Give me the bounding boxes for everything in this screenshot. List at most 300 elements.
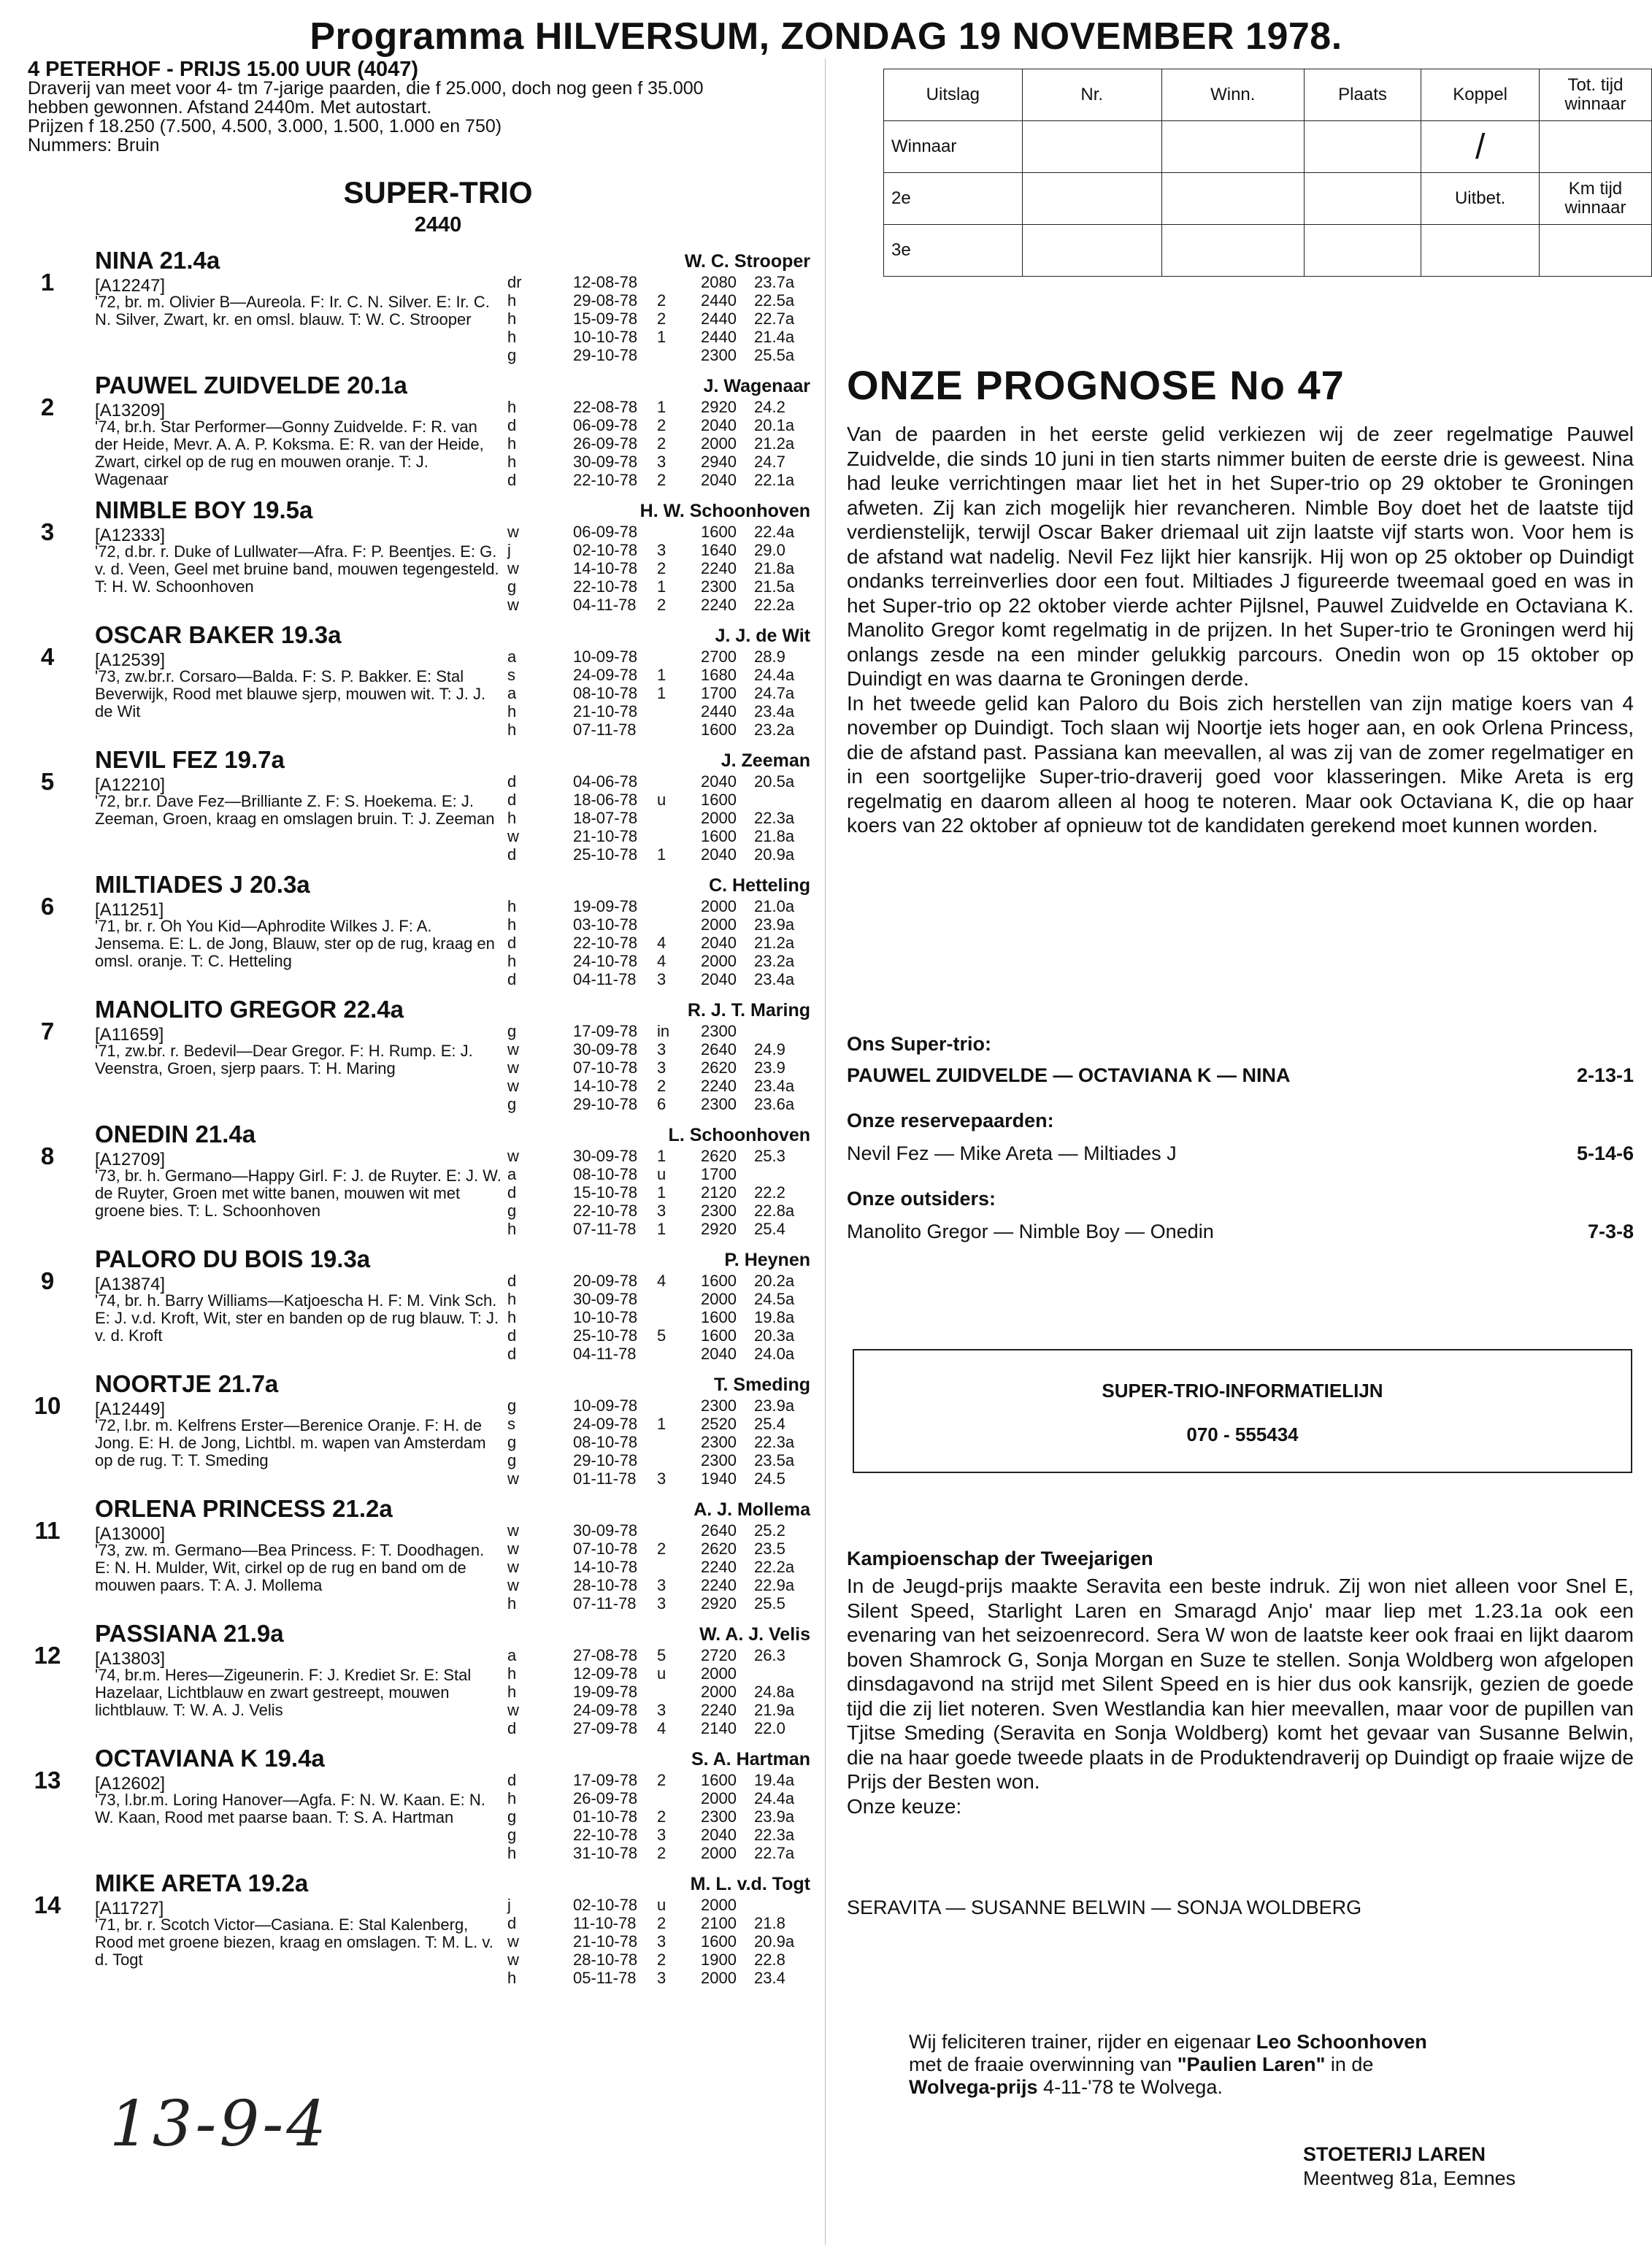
run-row	[507, 541, 810, 559]
recent-runs	[507, 897, 810, 988]
run-date: 06-09-78	[573, 416, 638, 434]
run-distance: 2000	[701, 897, 737, 915]
run-track: h	[507, 1789, 517, 1807]
run-place: 2	[657, 1077, 666, 1095]
run-time: 25.4	[754, 1220, 785, 1238]
stoeterij-name: STOETERIJ LAREN	[1303, 2143, 1486, 2165]
run-row	[507, 952, 810, 970]
run-distance: 2000	[701, 809, 737, 827]
run-time: 24.4a	[754, 666, 795, 684]
row-winnaar: Winnaar	[884, 121, 1023, 173]
run-date: 22-10-78	[573, 934, 638, 952]
row-2e: 2e	[884, 173, 1023, 225]
run-time: 23.4a	[754, 1077, 795, 1095]
run-distance: 2300	[701, 1022, 737, 1040]
run-time: 29.0	[754, 541, 785, 559]
run-row	[507, 328, 810, 346]
run-row	[507, 1451, 810, 1469]
run-track: w	[507, 1540, 519, 1558]
run-place: 1	[657, 577, 666, 596]
run-time: 22.1a	[754, 471, 795, 489]
run-time: 21.9a	[754, 1701, 795, 1719]
horse-driver: W. A. J. Velis	[699, 1624, 810, 1645]
run-date: 30-09-78	[573, 1521, 638, 1540]
run-row	[507, 1896, 810, 1914]
run-time: 24.9	[754, 1040, 785, 1058]
run-date: 14-10-78	[573, 559, 638, 577]
run-date: 10-10-78	[573, 328, 638, 346]
run-row	[507, 647, 810, 666]
run-distance: 1600	[701, 791, 737, 809]
run-distance: 2240	[701, 1077, 737, 1095]
run-track: w	[507, 827, 519, 845]
horse-code: [A11251]	[95, 900, 164, 920]
run-distance: 2300	[701, 346, 737, 364]
run-track: g	[507, 1451, 517, 1469]
run-place: 3	[657, 1469, 666, 1488]
run-row	[507, 845, 810, 864]
uitbet-label: Uitbet.	[1421, 173, 1540, 225]
horse-code: [A12449]	[95, 1399, 166, 1419]
horse-description: '73, zw.br.r. Corsaro—Balda. F: S. P. Bakker. E: Stal Beverwijk, Rood met blauwe sjerp, mouwen wit. T: J. J. de Wit	[95, 667, 486, 720]
run-time: 28.9	[754, 647, 785, 666]
felic-horse: "Paulien Laren"	[1177, 2053, 1326, 2075]
run-row	[507, 1719, 810, 1737]
felic-text: 4-11-'78 te Wolvega.	[1037, 2076, 1223, 2098]
run-distance: 2000	[701, 1290, 737, 1308]
run-distance: 1600	[701, 1932, 737, 1951]
run-distance: 1940	[701, 1469, 737, 1488]
reserve-label: Onze reservepaarden:	[847, 1110, 1054, 1131]
horse-code: [A12709]	[95, 1150, 166, 1169]
run-date: 04-11-78	[573, 596, 637, 614]
run-distance: 2040	[701, 970, 737, 988]
horse-name: NEVIL FEZ 19.7a	[95, 746, 285, 773]
run-row	[507, 1558, 810, 1576]
run-date: 22-10-78	[573, 471, 638, 489]
run-row	[507, 1951, 810, 1969]
horse-code: [A12602]	[95, 1774, 166, 1794]
run-row	[507, 1396, 810, 1415]
run-time: 22.2a	[754, 596, 795, 614]
run-track: h	[507, 915, 517, 934]
kampioenschap-heading: Kampioenschap der Tweejarigen	[847, 1548, 1153, 1569]
run-distance: 2300	[701, 577, 737, 596]
run-date: 10-10-78	[573, 1308, 638, 1326]
run-date: 01-11-78	[573, 1469, 637, 1488]
horse-driver: A. J. Mollema	[694, 1499, 810, 1520]
run-date: 04-06-78	[573, 772, 638, 791]
run-row	[507, 1433, 810, 1451]
horse-code: [A13874]	[95, 1275, 166, 1294]
run-time: 19.8a	[754, 1308, 795, 1326]
run-date: 07-10-78	[573, 1058, 638, 1077]
run-time: 22.8	[754, 1951, 785, 1969]
run-time: 24.5a	[754, 1290, 795, 1308]
run-date: 10-09-78	[573, 1396, 638, 1415]
horse-description: '74, br.m. Heres—Zigeunerin. F: J. Krediet Sr. E: Stal Hazelaar, Lichtblauw en zwart gestreept, mouwen lichtblauw. T: W. A. J. Velis	[95, 1666, 472, 1719]
run-row	[507, 523, 810, 541]
run-track: h	[507, 1594, 517, 1613]
horse-entry	[22, 1245, 810, 1367]
felic-race: Wolvega-prijs	[909, 2076, 1038, 2098]
run-distance: 2920	[701, 1220, 737, 1238]
horse-code: [A13209]	[95, 401, 166, 420]
condition-line: hebben gewonnen. Afstand 2440m. Met autostart.	[28, 97, 432, 118]
run-row	[507, 1345, 810, 1363]
run-track: d	[507, 471, 517, 489]
run-distance: 1600	[701, 827, 737, 845]
run-track: h	[507, 1844, 517, 1862]
run-date: 29-10-78	[573, 1451, 638, 1469]
run-place: 3	[657, 1826, 666, 1844]
run-date: 14-10-78	[573, 1558, 638, 1576]
run-row	[507, 596, 810, 614]
run-date: 24-09-78	[573, 1415, 638, 1433]
horse-code: [A12210]	[95, 775, 166, 795]
run-place: 3	[657, 970, 666, 988]
horse-description: '73, l.br.m. Loring Hanover—Agfa. F: N. W. Kaan. E: N. W. Kaan, Rood met paarse baan. T: S. A. Hartman	[95, 1791, 485, 1826]
recent-runs	[507, 273, 810, 364]
run-place: 3	[657, 1932, 666, 1951]
outsider-pick: Manolito Gregor — Nimble Boy — Onedin	[847, 1221, 1214, 1242]
horse-entry	[22, 496, 810, 618]
run-time: 25.5	[754, 1594, 785, 1613]
run-distance: 2240	[701, 1701, 737, 1719]
run-date: 17-09-78	[573, 1771, 638, 1789]
run-distance: 2240	[701, 1558, 737, 1576]
run-date: 12-08-78	[573, 273, 638, 291]
horse-driver: M. L. v.d. Togt	[690, 1874, 810, 1894]
horse-driver: H. W. Schoonhoven	[639, 501, 810, 521]
run-place: 2	[657, 310, 666, 328]
horse-name: MIKE ARETA 19.2a	[95, 1869, 309, 1896]
run-track: h	[507, 702, 517, 720]
felic-text: met de fraaie overwinning van	[909, 2053, 1177, 2075]
prognose-paragraph-2: In het tweede gelid kan Paloro du Bois zich herstellen van zijn matige koers van 4 november op Duindigt. Toch slaan wij Noortje iets hoger aan, en ook Orlena Princess, die de afstand past. Passiana kan meevallen, al was zij van de zomer regelmatiger en in een soortgelijke Super-trio-draverij goed voor klasseringen. Mike Areta is erg regelmatig en daarom alleen al hoog te noteren. Maar ook Octaviana K, die op haar koers van 22 oktober af opnieuw tot de kandidaten gerekend moet kunnen worden.	[847, 691, 1634, 837]
run-distance: 2000	[701, 1969, 737, 1987]
run-place: 1	[657, 684, 666, 702]
run-track: h	[507, 434, 517, 453]
hdr-winn: Winn.	[1161, 69, 1304, 121]
horse-number: 5	[40, 768, 55, 795]
run-distance: 2300	[701, 1451, 737, 1469]
felic-text: Wij feliciteren trainer, rijder en eigenaar	[909, 2031, 1256, 2053]
felicitatie-text	[909, 2031, 1577, 2099]
run-date: 08-10-78	[573, 1433, 638, 1451]
run-distance: 2700	[701, 647, 737, 666]
page-title: Programma HILVERSUM, ZONDAG 19 NOVEMBER 1978.	[310, 15, 1342, 58]
run-row	[507, 291, 810, 310]
run-distance: 2000	[701, 1789, 737, 1807]
run-row	[507, 684, 810, 702]
run-time: 22.5a	[754, 291, 795, 310]
run-distance: 1680	[701, 666, 737, 684]
run-row	[507, 310, 810, 328]
run-place: u	[657, 791, 666, 809]
run-track: d	[507, 1771, 517, 1789]
run-track: h	[507, 897, 517, 915]
run-place: 5	[657, 1326, 666, 1345]
run-date: 04-11-78	[573, 970, 637, 988]
run-place: u	[657, 1896, 666, 1914]
run-date: 24-09-78	[573, 1701, 638, 1719]
race-distance: 2440	[414, 213, 462, 237]
run-distance: 2440	[701, 291, 737, 310]
horse-entry	[22, 1495, 810, 1616]
run-distance: 2000	[701, 1683, 737, 1701]
run-time: 24.8a	[754, 1683, 795, 1701]
run-time: 22.9a	[754, 1576, 795, 1594]
horse-description: '73, zw. m. Germano—Bea Princess. F: T. Doodhagen. E: N. H. Mulder, Wit, cirkel op de rug en band om de mouwen paars. T: A. J. Mollema	[95, 1541, 485, 1594]
run-distance: 1900	[701, 1951, 737, 1969]
run-distance: 2920	[701, 398, 737, 416]
run-row	[507, 1807, 810, 1826]
run-place: 1	[657, 845, 666, 864]
run-distance: 2040	[701, 845, 737, 864]
horse-entry	[22, 1121, 810, 1242]
horse-number: 14	[34, 1891, 61, 1918]
run-date: 01-10-78	[573, 1807, 638, 1826]
run-date: 10-09-78	[573, 647, 638, 666]
run-track: d	[507, 934, 517, 952]
recent-runs	[507, 398, 810, 489]
run-date: 26-09-78	[573, 1789, 638, 1807]
run-distance: 2300	[701, 1095, 737, 1113]
run-track: h	[507, 1683, 517, 1701]
reserve-numbers: 5-14-6	[1576, 1142, 1634, 1164]
run-distance: 2720	[701, 1646, 737, 1664]
run-place: 5	[657, 1646, 666, 1664]
horse-entry	[22, 1745, 810, 1866]
run-time: 20.2a	[754, 1272, 795, 1290]
run-track: h	[507, 310, 517, 328]
horse-entry	[22, 871, 810, 992]
run-distance: 2040	[701, 1345, 737, 1363]
run-distance: 2000	[701, 1896, 737, 1914]
horse-driver: J. J. de Wit	[715, 626, 810, 646]
horse-driver: J. Wagenaar	[703, 376, 810, 396]
horse-name: MILTIADES J 20.3a	[95, 871, 310, 898]
run-place: 1	[657, 1183, 666, 1202]
run-date: 07-11-78	[573, 1220, 637, 1238]
run-date: 30-09-78	[573, 453, 638, 471]
recent-runs	[507, 647, 810, 739]
run-track: d	[507, 970, 517, 988]
run-place: 3	[657, 1969, 666, 1987]
run-row	[507, 1521, 810, 1540]
horse-number: 1	[40, 269, 55, 296]
run-distance: 2300	[701, 1807, 737, 1826]
run-row	[507, 897, 810, 915]
km-tijd-label: Km tijd winnaar	[1539, 173, 1651, 225]
run-place: 4	[657, 1719, 666, 1737]
hdr-nr: Nr.	[1022, 69, 1161, 121]
horse-code: [A12333]	[95, 526, 166, 545]
horse-number: 8	[40, 1142, 55, 1169]
horse-name: MANOLITO GREGOR 22.4a	[95, 996, 404, 1023]
run-date: 20-09-78	[573, 1272, 638, 1290]
run-track: h	[507, 1308, 517, 1326]
run-distance: 2240	[701, 559, 737, 577]
recent-runs	[507, 1272, 810, 1363]
horse-description: '71, zw.br. r. Bedevil—Dear Gregor. F: H. Rump. E: J. Veenstra, Groen, sjerp paars. T: H. Maring	[95, 1042, 473, 1077]
run-row	[507, 1095, 810, 1113]
kampioenschap-paragraph: In de Jeugd-prijs maakte Seravita een beste indruk. Zij won niet alleen voor Snel E, Silent Speed, Starlight Laren en Smaragd Anjo' maar liep met 1.23.1a ook een evenaring van het seizoenrecord. Sera W won de laatste keer ook fraai en lijkt daarom boven Shamrock G, Sonja Morgan en Suze te stellen. Sonja Woldberg won afgelopen dinsdagavond na strijd met Silent Speed en is hier dus ook kansrijk, gezien de goede tijd die zij liet noteren. Sven Westlandia kan hier meevallen, maar voor de pupillen van Tjitse Smeding (Seravita en Sonja Woldberg) komt het gevaar van Susanne Belwin, die na haar goede tweede plaats in de Produktendraverij op Duindigt op fraaie wijze de Prijs der Besten won.	[847, 1575, 1634, 1793]
horse-number: 6	[40, 893, 55, 920]
run-time: 23.4a	[754, 970, 795, 988]
run-time: 23.2a	[754, 720, 795, 739]
run-row	[507, 1540, 810, 1558]
run-distance: 2440	[701, 328, 737, 346]
run-time: 24.7	[754, 453, 785, 471]
run-row	[507, 1826, 810, 1844]
run-place: 2	[657, 1807, 666, 1826]
run-distance: 2440	[701, 310, 737, 328]
horse-number: 10	[34, 1392, 61, 1419]
run-track: j	[507, 541, 511, 559]
run-track: d	[507, 416, 517, 434]
horse-entry	[22, 621, 810, 742]
run-track: j	[507, 1896, 511, 1914]
horse-name: OCTAVIANA K 19.4a	[95, 1745, 325, 1772]
horse-description: '72, br. m. Olivier B—Aureola. F: Ir. C. N. Silver. E: Ir. C. N. Silver, Zwart, kr. en omsl. blauw. T: W. C. Strooper	[95, 293, 490, 328]
run-distance: 2240	[701, 1576, 737, 1594]
run-date: 27-09-78	[573, 1719, 638, 1737]
horse-name: PASSIANA 21.9a	[95, 1620, 284, 1647]
run-track: w	[507, 1469, 519, 1488]
run-track: w	[507, 1576, 519, 1594]
run-time: 23.4	[754, 1969, 785, 1987]
run-time: 22.7a	[754, 310, 795, 328]
run-time: 25.5a	[754, 346, 795, 364]
run-track: g	[507, 1433, 517, 1451]
run-time: 22.3a	[754, 809, 795, 827]
run-distance: 2640	[701, 1521, 737, 1540]
run-row	[507, 827, 810, 845]
run-date: 22-10-78	[573, 1202, 638, 1220]
run-row	[507, 1664, 810, 1683]
run-row	[507, 1789, 810, 1807]
horse-description: '73, br. h. Germano—Happy Girl. F: J. de Ruyter. E: J. W. de Ruyter, Groen met witte banen, mouwen wit met groene bies. T: L. Schoonhoven	[95, 1167, 502, 1220]
horse-code: [A13000]	[95, 1524, 166, 1544]
run-row	[507, 1308, 810, 1326]
horse-name: OSCAR BAKER 19.3a	[95, 621, 342, 648]
run-date: 22-10-78	[573, 1826, 638, 1844]
run-time: 24.2	[754, 398, 785, 416]
run-track: h	[507, 398, 517, 416]
recent-runs	[507, 1022, 810, 1113]
run-time: 22.8a	[754, 1202, 795, 1220]
run-track: h	[507, 1969, 517, 1987]
column-divider	[825, 58, 826, 2245]
run-row	[507, 1272, 810, 1290]
signature-block	[1303, 2143, 1515, 2191]
run-row	[507, 559, 810, 577]
run-distance: 2640	[701, 1040, 737, 1058]
run-track: d	[507, 845, 517, 864]
run-row	[507, 915, 810, 934]
run-time: 24.4a	[754, 1789, 795, 1807]
run-time: 22.4a	[754, 523, 795, 541]
run-date: 19-09-78	[573, 897, 638, 915]
run-place: 3	[657, 1576, 666, 1594]
run-track: d	[507, 1272, 517, 1290]
run-date: 15-10-78	[573, 1183, 638, 1202]
run-place: 4	[657, 1272, 666, 1290]
run-distance: 2040	[701, 934, 737, 952]
run-distance: 1600	[701, 1272, 737, 1290]
run-row	[507, 791, 810, 809]
horse-number: 11	[34, 1517, 61, 1544]
horse-name: NINA 21.4a	[95, 247, 220, 274]
run-place: 3	[657, 1040, 666, 1058]
run-row	[507, 1844, 810, 1862]
run-track: w	[507, 596, 519, 614]
run-date: 03-10-78	[573, 915, 638, 934]
horse-number: 3	[40, 518, 55, 545]
run-place: in	[657, 1022, 670, 1040]
run-row	[507, 273, 810, 291]
run-time: 21.8a	[754, 827, 795, 845]
run-distance: 2300	[701, 1396, 737, 1415]
run-track: h	[507, 1220, 517, 1238]
run-distance: 2140	[701, 1719, 737, 1737]
run-distance: 2040	[701, 772, 737, 791]
run-row	[507, 1969, 810, 1987]
run-date: 28-10-78	[573, 1951, 638, 1969]
run-track: g	[507, 1022, 517, 1040]
run-row	[507, 1701, 810, 1719]
run-place: 2	[657, 471, 666, 489]
run-place: 2	[657, 1951, 666, 1969]
run-track: g	[507, 1095, 517, 1113]
run-time: 23.5a	[754, 1451, 795, 1469]
horse-number: 2	[40, 393, 55, 420]
run-distance: 1600	[701, 523, 737, 541]
horse-driver: L. Schoonhoven	[668, 1125, 810, 1145]
run-date: 29-10-78	[573, 346, 638, 364]
race-conditions	[28, 60, 794, 155]
condition-line: Draverij van meet voor 4- tm 7-jarige paarden, die f 25.000, doch nog geen f 35.000	[28, 78, 704, 99]
condition-line: Nummers: Bruin	[28, 135, 160, 155]
run-place: 2	[657, 596, 666, 614]
horse-driver: P. Heynen	[724, 1250, 810, 1270]
horse-driver: J. Zeeman	[721, 750, 810, 771]
run-place: 4	[657, 952, 666, 970]
run-date: 24-09-78	[573, 666, 638, 684]
run-place: 2	[657, 1844, 666, 1862]
prognose-text	[847, 422, 1634, 838]
run-row	[507, 809, 810, 827]
run-place: 3	[657, 541, 666, 559]
hdr-uitslag: Uitslag	[884, 69, 1023, 121]
horse-driver: S. A. Hartman	[691, 1749, 810, 1769]
run-date: 26-09-78	[573, 434, 638, 453]
run-row	[507, 398, 810, 416]
run-row	[507, 1469, 810, 1488]
horse-number: 9	[40, 1267, 55, 1294]
run-row	[507, 772, 810, 791]
run-track: a	[507, 684, 517, 702]
run-date: 17-09-78	[573, 1022, 638, 1040]
run-track: d	[507, 1914, 517, 1932]
run-place: 1	[657, 1220, 666, 1238]
run-place: 2	[657, 291, 666, 310]
run-place: 1	[657, 1415, 666, 1433]
run-track: s	[507, 1415, 515, 1433]
row-3e: 3e	[884, 225, 1023, 277]
